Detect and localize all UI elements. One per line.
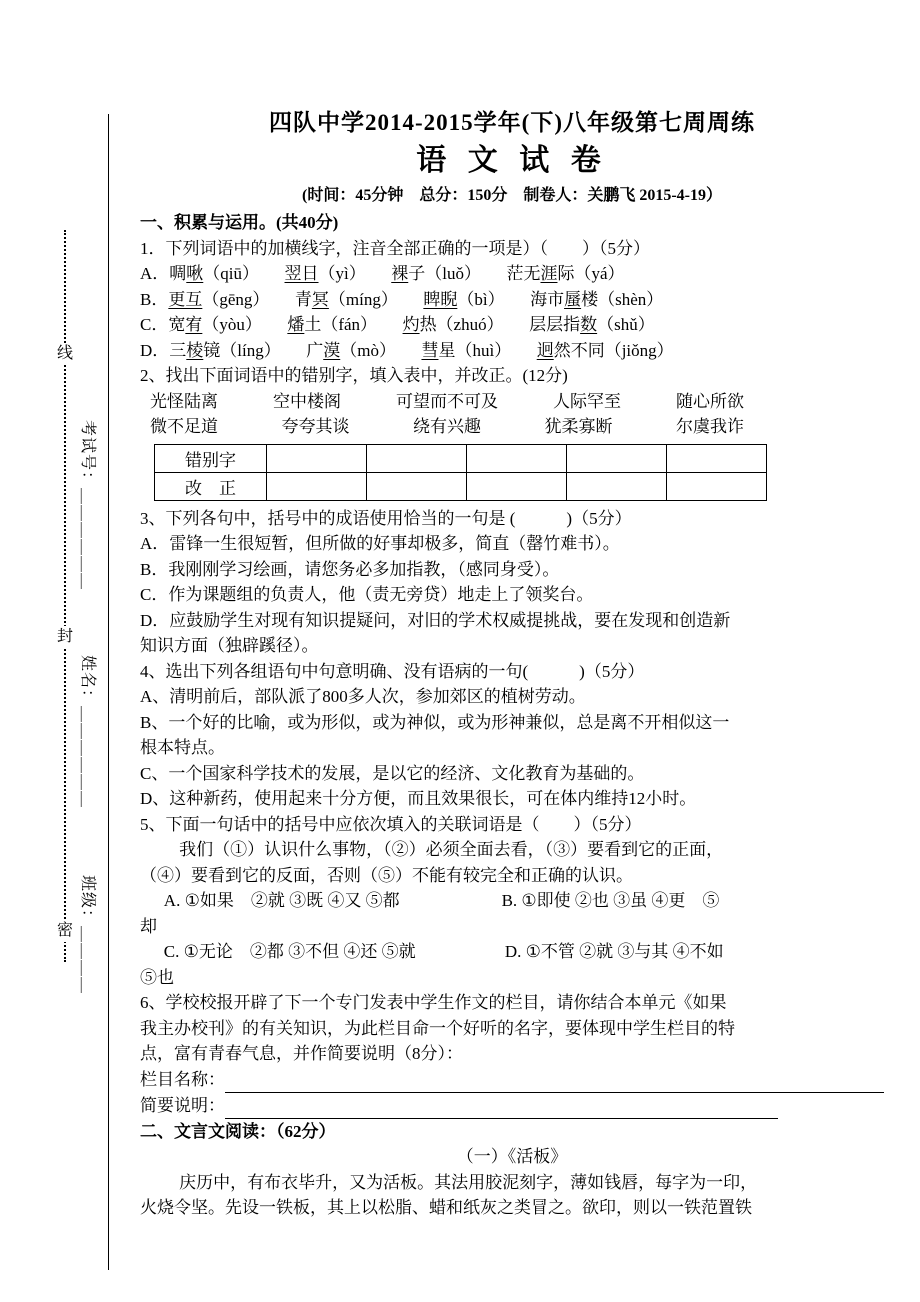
text-segment: 星（huì） <box>438 340 537 360</box>
exam-paper <box>140 106 884 1221</box>
brief-note-field <box>140 1093 884 1119</box>
text-segment: 际（yá） <box>557 264 625 283</box>
q4-option-line: B、一个好的比喻，或为形似，或为神似，或为形神兼似，总是离不开相似这一 <box>140 712 730 732</box>
word-item: 夸夸其谈 <box>281 417 350 436</box>
underlined-char: 翌日 <box>284 264 319 283</box>
q6-stem-line: 我主办校刊》的有关知识，为此栏目命一个好听的名字，要体现中学生栏目的特 <box>140 1018 735 1038</box>
q4-option-line: D、这种新药，使用起来十分方便，而且效果很长，可在体内维持12小时。 <box>140 789 697 808</box>
underlined-char: 啾 <box>186 264 204 283</box>
text-segment: 镜（líng） <box>203 340 307 360</box>
q1-option-b <box>140 287 884 313</box>
q2-answer-table <box>154 444 767 501</box>
text-segment: B． <box>140 289 169 309</box>
answer-cell <box>567 444 667 472</box>
word-item: 绕有兴趣 <box>413 417 481 436</box>
underlined-char: 棱 <box>186 340 204 360</box>
text-segment: 子（luǒ） <box>408 264 507 283</box>
underlined-char: 冥 <box>311 289 329 309</box>
text-segment: 楼（shèn） <box>581 289 664 309</box>
q3-option-line: A．雷锋一生很短暂，但所做的好事却极多，简直（罄竹难书）。 <box>140 534 620 553</box>
passage-line: 庆历中，有布衣毕升，又为活板。其法用胶泥刻字，薄如钱唇，每字为一印， <box>179 1172 758 1192</box>
underlined-char: 彗 <box>421 340 439 360</box>
seal-char-mi: 密 <box>55 920 75 942</box>
text-segment: （míng） <box>328 289 424 309</box>
answer-cell <box>467 472 567 500</box>
text-segment: D．三 <box>140 340 187 360</box>
brief-note-label: 简要说明： <box>140 1095 225 1115</box>
q4-option-line: 根本特点。 <box>140 738 225 757</box>
underlined-char: 更互 <box>168 289 203 309</box>
q5-stem: 5、下面一句话中的括号中应依次填入的关联词语是（ ）（5分） <box>140 814 642 834</box>
table-row-label: 改 正 <box>155 472 267 500</box>
seal-char-feng: 封 <box>55 626 75 648</box>
word-item: 光怪陆离 <box>150 391 218 411</box>
q4-stem: 4、选出下列各组语句中句意明确、没有语病的一句( )（5分） <box>140 661 645 681</box>
underlined-char: 裸 <box>391 264 409 283</box>
q5-sentence-line: （④）要看到它的反面，否则（⑤）不能有较完全和正确的认识。 <box>140 865 633 885</box>
text-segment: 土（fán） <box>304 315 403 334</box>
paper-meta-line: (时间：45分钟 总分：150分 制卷人：关鹏飞 2015-4-19） <box>302 187 722 204</box>
text-segment: A．啁 <box>140 264 187 283</box>
underlined-char: 漠 <box>323 340 341 360</box>
q5-choice-line: C. ①无论 ②都 ③不但 ④还 ⑤就 D. ①不管 ②就 ③与其 ④不如 <box>163 942 724 961</box>
q3-option-line: D．应鼓励学生对现有知识提疑问，对旧的学术权威提挑战，要在发现和创造新 <box>140 610 731 630</box>
answer-cell <box>267 472 367 500</box>
underlined-char: 数 <box>580 315 598 334</box>
section1-heading: 一、积累与运用。(共40分) <box>140 213 339 232</box>
q1-option-c <box>140 312 884 338</box>
text-segment: 然不同（jiǒng） <box>553 340 674 360</box>
answer-blank-line <box>225 1099 778 1119</box>
text-segment: C．宽 <box>140 315 186 334</box>
section2-heading: 二、文言文阅读：（62分） <box>140 1121 336 1141</box>
text-segment: （yì） <box>318 264 392 283</box>
class-field: 班级：＿＿＿＿ <box>79 875 96 995</box>
text-segment: 热（zhuó） <box>419 315 530 334</box>
table-row-label: 错别字 <box>155 444 267 472</box>
q4-option-line: C、一个国家科学技术的发展，是以它的经济、文化教育为基础的。 <box>140 763 645 783</box>
q2-words-row2 <box>150 414 744 440</box>
q3-stem: 3、下列各句中，括号中的成语使用恰当的一句是 ( )（5分） <box>140 508 632 528</box>
q1-option-a <box>140 261 884 287</box>
word-item: 空中楼阁 <box>273 391 341 411</box>
answer-cell <box>667 444 767 472</box>
passage-title: （一）《活板》 <box>456 1147 568 1166</box>
word-item: 随心所欲 <box>676 391 744 411</box>
text-segment: 海市 <box>530 289 565 309</box>
exam-number-field: 考试号：＿＿＿＿＿＿ <box>79 420 96 591</box>
underlined-char: 灼 <box>402 315 420 334</box>
word-item: 可望而不可及 <box>396 391 498 411</box>
answer-cell <box>267 444 367 472</box>
underlined-char: 蜃 <box>564 289 582 309</box>
text-segment: （shǔ） <box>597 315 655 334</box>
student-name-field: 姓名：＿＿＿＿＿＿ <box>79 655 96 809</box>
answer-cell <box>367 444 467 472</box>
underlined-char: 燔 <box>287 315 305 334</box>
underlined-char: 宥 <box>185 315 203 334</box>
seal-dotted-line <box>64 230 66 962</box>
text-segment: 广 <box>306 340 324 360</box>
column-name-field <box>140 1067 884 1093</box>
q6-stem-line: 点，富有青春气息，并作简要说明（8分）： <box>140 1044 463 1063</box>
q1-stem: 1．下列词语中的加横线字，注音全部正确的一项是）（ ）（5分） <box>140 238 650 258</box>
column-name-label: 栏目名称： <box>140 1069 225 1089</box>
q1-option-d <box>140 338 884 364</box>
table-row <box>155 472 767 500</box>
answer-cell <box>367 472 467 500</box>
school-title: 四队中学2014-2015学年(下)八年级第七周周练 <box>269 110 755 135</box>
word-item: 尔虞我诈 <box>676 417 744 436</box>
q5-choice-line: ⑤也 <box>140 967 174 987</box>
text-segment: 青 <box>294 289 312 309</box>
q2-stem: 2、找出下面词语中的错别字，填入表中，并改正。(12分) <box>140 366 568 385</box>
text-segment: （bì） <box>457 289 531 309</box>
q3-option-line: B．我刚刚学习绘画，请您务必多加指教，（感同身受）。 <box>140 559 560 579</box>
paper-title: 语 文 试 卷 <box>416 144 608 177</box>
seal-char-xian: 线 <box>55 343 75 365</box>
q5-sentence-line: 我们（①）认识什么事物，（②）必须全面去看，（③）要看到它的正面， <box>179 840 724 859</box>
underlined-char: 睥睨 <box>423 289 458 309</box>
q3-option-line: C．作为课题组的负责人，他（责无旁贷）地走上了领奖台。 <box>140 585 594 604</box>
underlined-char: 迥 <box>536 340 554 360</box>
text-segment: （mò） <box>340 340 422 360</box>
text-segment: （gēng） <box>202 289 295 309</box>
q4-option-line: A、清明前后，部队派了800多人次，参加郊区的植树劳动。 <box>140 687 586 706</box>
passage-line: 火烧令坚。先设一铁板，其上以松脂、蜡和纸灰之类冒之。欲印，则以一铁范置铁 <box>140 1198 752 1217</box>
word-item: 犹柔寡断 <box>544 417 613 436</box>
word-item: 人际罕至 <box>553 391 621 411</box>
text-segment: 茫无 <box>506 264 541 283</box>
q3-option-line: 知识方面（独辟蹊径）。 <box>140 636 319 655</box>
q2-words-row1 <box>150 389 744 415</box>
text-segment: 层层指 <box>529 315 581 334</box>
q5-choice-line: 却 <box>140 916 157 936</box>
answer-cell <box>467 444 567 472</box>
binding-fold-line <box>108 114 109 1270</box>
q5-choice-line: A. ①如果 ②就 ③既 ④又 ⑤都 B. ①即使 ②也 ③虽 ④更 ⑤ <box>163 891 720 910</box>
word-item: 微不足道 <box>150 417 218 436</box>
answer-cell <box>667 472 767 500</box>
underlined-char: 涯 <box>540 264 558 283</box>
answer-blank-line <box>225 1073 884 1093</box>
table-row <box>155 444 767 472</box>
text-segment: （qiū） <box>203 264 285 283</box>
answer-cell <box>567 472 667 500</box>
text-segment: （yòu） <box>202 315 288 334</box>
q6-stem-line: 6、学校校报开辟了下一个专门发表中学生作文的栏目，请你结合本单元《如果 <box>140 993 727 1012</box>
